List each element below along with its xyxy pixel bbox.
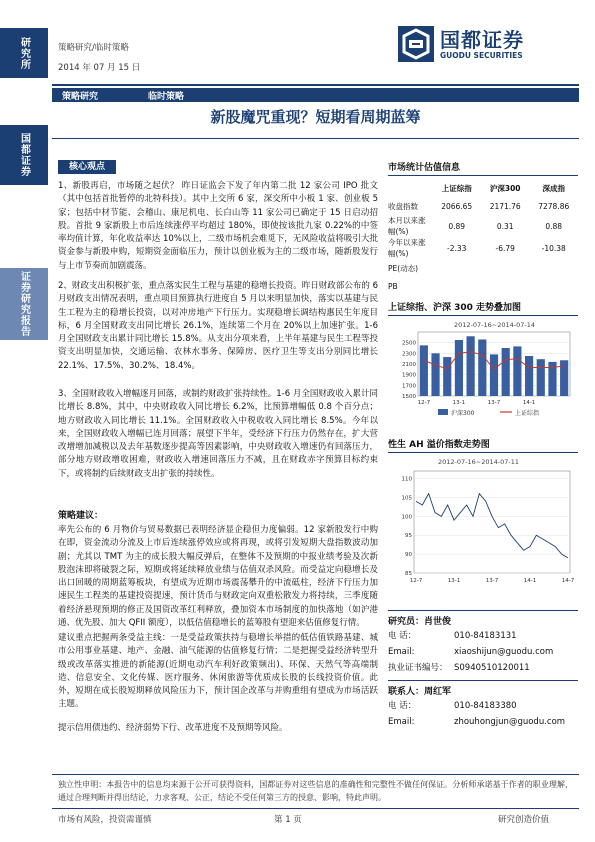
chart1-bar — [431, 353, 439, 396]
chart2-date-range: 2012-07-16~2014-07-11 — [438, 458, 519, 466]
strategy-title: 策略建议： — [58, 511, 104, 521]
stats-cell: 0.31 — [496, 221, 514, 231]
analyst-email[interactable]: xiaoshijun@guodu.com — [454, 647, 554, 657]
contact-rule — [388, 680, 578, 681]
stats-row-label: PB — [388, 281, 398, 291]
company-logo — [398, 22, 558, 70]
chart2-svg — [388, 455, 578, 595]
paragraph-1: 1、新股再启，市场随之起伏？ 昨日证监会下发了年内第二批 12 家公司 IPO 批文（其中包括首批暂停的北特科技）。其中上交所 6 家，深交所中小板 1 家、创业板 5 家；包括中材节能、会稽山、康尼机电、长白山等 11 家公司已确定于 15 日启动招股。首批 9 家新股上市后连续涨停平均超过 180%，即使按该批九家 0.22%的中签率均值计算，年化收益率达 10%以上，二级市场机会难觅下，无风险收益将吸引大批资金参与新股申购，短期资金面临压力，预计以创业板为主的二级市场，随新股发行与上市节奏而加剧震荡。 — [58, 181, 378, 271]
stats-cell: -6.79 — [495, 243, 515, 253]
chart2-x-tick: 12-7 — [409, 578, 423, 584]
chart2-y-tick: 105 — [401, 495, 412, 502]
strategy-paragraph-1: 率先公布的 6 月物价与贸易数据已表明经济显企稳但力度偏弱。12 家新股发行中购在即，资金流动分流及上市后连续涨停效应或将再现，或将引发短期大盘指数波动加剧；尤其以 TMT 为主的成长股大幅反弹后，在整体不及预期的中报业绩考验及次新股泡沫即将破裂之际，短期或将延续释放业绩与估值双杀风险。而受益定向稳增长及出口回暖的周期蓝筹板块，有望成为近期市场震荡攀升的中流砥柱，经济下行压力加速民生工程类的基建投资提速，预计货币与财政定向双重松散发力将持续，三季度随着经济悬现预期的修正及国资改革红利释放，叠加资本市场制度的加快落地（如沪港通、优先股、加大 QFII 额度），以低估值稳增长的蓝筹股有望迎来估值修复行情。 — [58, 525, 378, 629]
logo-text-cn: 国都证券 — [440, 28, 524, 52]
chart1-title: 上证综指、沪深 300 走势叠加图 — [388, 303, 522, 313]
chart1-y-tick: 1700 — [402, 383, 416, 390]
chart2-x-tick: 14-7 — [561, 578, 575, 584]
side-tab-research: 研究所 — [0, 28, 48, 78]
stats-header-row — [388, 179, 578, 197]
contact-phone-label: 电 话： — [388, 701, 417, 711]
chart1-legend-csi300: 沪深300 — [451, 410, 475, 417]
stats-cell: -2.33 — [447, 243, 467, 253]
stats-cell: 7278.86 — [538, 201, 570, 211]
stats-row — [388, 259, 578, 277]
core-view-title: 核心观点 — [58, 160, 116, 174]
analyst-cert-label: 执业证书编号： — [388, 663, 448, 673]
analyst-phone-label: 电 话： — [388, 631, 417, 641]
stats-row-label: 今年以来涨幅(%) — [388, 238, 426, 258]
chart2-line-ah-premium — [416, 494, 568, 558]
section-bar — [52, 88, 579, 102]
chart2-y-tick: 85 — [405, 571, 412, 577]
contact-email[interactable]: zhouhongjun@guodu.com — [454, 717, 566, 727]
chart1-x-tick: 13-7 — [487, 400, 501, 406]
footer-right: 研究创造价值 — [498, 815, 550, 825]
chart1-svg — [388, 318, 578, 428]
chart1-y-tick: 1500 — [402, 394, 416, 400]
analyst-name: 肖世俊 — [424, 617, 452, 627]
chart1-bar — [420, 345, 428, 396]
section-right: 临时策略 — [148, 92, 185, 102]
stats-cell: -10.38 — [541, 243, 566, 253]
paragraph-2: 2、财政支出积极扩张，重点落实民生工程与基建的稳增长投资。昨日财政部公布的 6 月财政支出情况表明，重点项目预算执行进度自 5 月以来明显加快，落实以基建与民生工程为主的稳增长投资，以对冲房地产下行压力。实现稳增长调结构惠民生年度目标，6 月全国财政支出同比增长 26.1%，连续第二个月在 20%以上加速扩张。1-6 月全国财政支出累计同比增长 15.8%。从支出分项来看，上半年基建与民生工程等投资支出明显加快，交通运输、农林水事务、保障房、医疗卫生等支出分别同比增长 22.1%、17.5%、30.2%、18.4%。 — [58, 281, 378, 371]
chart1-date-range: 2012-07-16~2014-07-14 — [454, 321, 535, 329]
strategy-paragraph-3: 提示信用债违约、经济弱势下行、改革进度不及预期等风险。 — [58, 723, 288, 733]
stats-cell: 0.88 — [545, 221, 563, 231]
chart2-y-tick: 95 — [405, 533, 412, 540]
analyst-email-label: Email: — [388, 647, 415, 657]
header-rule — [52, 84, 579, 86]
title-rule — [52, 138, 579, 139]
page-title: 新股魔咒重现？短期看周期蓝筹 — [210, 108, 421, 126]
chart2-y-tick: 100 — [401, 514, 412, 521]
chart1-bar — [513, 346, 521, 396]
stats-col-szse: 深成指 — [542, 183, 565, 193]
market-stats-title: 市场统计估值信息 — [388, 163, 461, 173]
footer-page: 第 1 页 — [274, 815, 302, 825]
disclaimer-rule-bottom — [52, 808, 579, 809]
chart1-bar — [443, 357, 451, 396]
report-type: 策略研究/临时策略 — [58, 43, 129, 53]
chart1-bar — [490, 354, 498, 396]
chart1-bar — [478, 339, 486, 396]
paragraph-3: 3、全国财政收入增幅逐月回落，或制约财政扩张持续性。1-6 月全国财政收入累计同比增长 8.8%，其中，中央财政收入同比增长 6.2%，比预算增幅低 0.8 个百分点；地方财政收入同比增长 11.1%。全国财政收入中税收收入同比增长 8.5%。今年以来，全国财政收入增幅已连月回落；展望下半年，受经济下行压力仍然存在，扩大营改增增加减税以及去年基数逐步提高等因素影响，中央财政收入增速仍有回落压力，部分地方财政增收困难，财政收入增速回落压力不减，且在财政赤字预算目标约束下，或将制约后续财政支出扩张的持续性。 — [58, 389, 378, 479]
chart1-legend-swatch-csi300 — [438, 409, 448, 415]
stats-row-label: 本月以来涨幅(%) — [388, 216, 426, 236]
stats-row — [388, 197, 578, 215]
analyst-cert: S0940510120011 — [454, 663, 530, 673]
chart1-y-tick: 2500 — [402, 340, 416, 347]
chart1-y-tick: 2100 — [402, 362, 416, 368]
stats-row — [388, 237, 578, 259]
chart2-x-tick: 13-1 — [447, 578, 461, 584]
logo-text-en: GUODU SECURITIES — [440, 51, 523, 60]
chart2-x-tick: 14-1 — [523, 578, 537, 584]
market-stats-table — [388, 179, 578, 295]
side-tab-report: 证券研究报告 — [0, 268, 48, 340]
chart2-y-tick: 110 — [401, 476, 412, 483]
chart2-y-tick: 90 — [405, 552, 412, 559]
disclaimer: 独立性申明：本报告中的信息均来源于公开可获得资料，国都证券对这些信息的准确性和完整性不做任何保证。分析师承诺基于作者的职业理解，通过合理判断并得出结论，力求客观、公正，结论不受任何第三方的授意、影响，特此声明。 — [58, 780, 573, 802]
chart1-bar — [455, 340, 463, 396]
section-left: 策略研究 — [62, 92, 99, 102]
analyst-rule — [388, 610, 578, 611]
analyst-phone: 010-84183131 — [454, 631, 517, 641]
chart1-bar — [537, 359, 545, 396]
stats-row-label: 收盘指数 — [388, 201, 418, 211]
chart1-bar — [467, 336, 475, 396]
analyst-heading: 研究员：肖世俊 — [388, 617, 452, 627]
chart1-y-tick: 2300 — [402, 351, 416, 358]
chart2-rule — [388, 452, 578, 453]
disclaimer-rule-top — [52, 774, 579, 775]
contact-email-label: Email: — [388, 717, 415, 727]
chart2-title: 性生 AH 溢价指数走势图 — [388, 440, 490, 450]
chart1-y-tick: 1900 — [402, 372, 416, 379]
stats-row — [388, 277, 578, 295]
market-stats-rule — [388, 175, 578, 176]
stats-col-sse: 上证综指 — [441, 183, 472, 193]
chart2-plot-frame — [414, 471, 570, 573]
stats-cell: 2171.76 — [489, 201, 521, 211]
strategy-paragraph-2: 建议重点把握两条受益主线：一是受益政策扶持与稳增长举措的低估值铁路基建、城市公用事业基建、地产、金融、油气能源的估值修复行情；二是把握受益经济转型升级或改革落实推进的新能源(近期电动汽车利好政策频出)、环保、天然气等高端制造、信息安全、文化传媒、医疗服务、休闲旅游等优质成长股的长线投资价值。此外，短期在成长股短期释放风险压力下，预计国企改革与并购重组有望成为市场活跃主题。 — [58, 633, 378, 710]
chart1-legend-sse: 上证综指 — [515, 410, 540, 417]
report-date: 2014 年 07 月 15 日 — [58, 63, 141, 73]
side-tab-guodu: 国都证券 — [0, 125, 48, 185]
stats-col-csi300: 沪深300 — [489, 183, 521, 193]
stats-cell: 0.89 — [448, 221, 466, 231]
stats-row-label: PE(动态) — [388, 263, 419, 273]
chart1-x-tick: 12-7 — [417, 400, 431, 406]
chart1-rule — [388, 315, 578, 316]
stats-row — [388, 215, 578, 237]
guodu-logo-icon — [398, 26, 434, 62]
chart2-x-tick: 13-7 — [485, 578, 499, 584]
stats-cell: 2066.65 — [441, 201, 473, 211]
contact-phone: 010-84183380 — [454, 701, 517, 711]
chart1-x-tick: 13-1 — [452, 400, 466, 406]
chart1-bar — [525, 356, 533, 396]
contact-heading: 联系人：周红军 — [388, 687, 452, 697]
chart1-x-tick: 14-1 — [522, 400, 536, 406]
contact-name: 周红军 — [424, 687, 452, 697]
footer-left: 市场有风险，投资需谨慎 — [58, 815, 152, 825]
chart1-bar — [502, 348, 510, 396]
